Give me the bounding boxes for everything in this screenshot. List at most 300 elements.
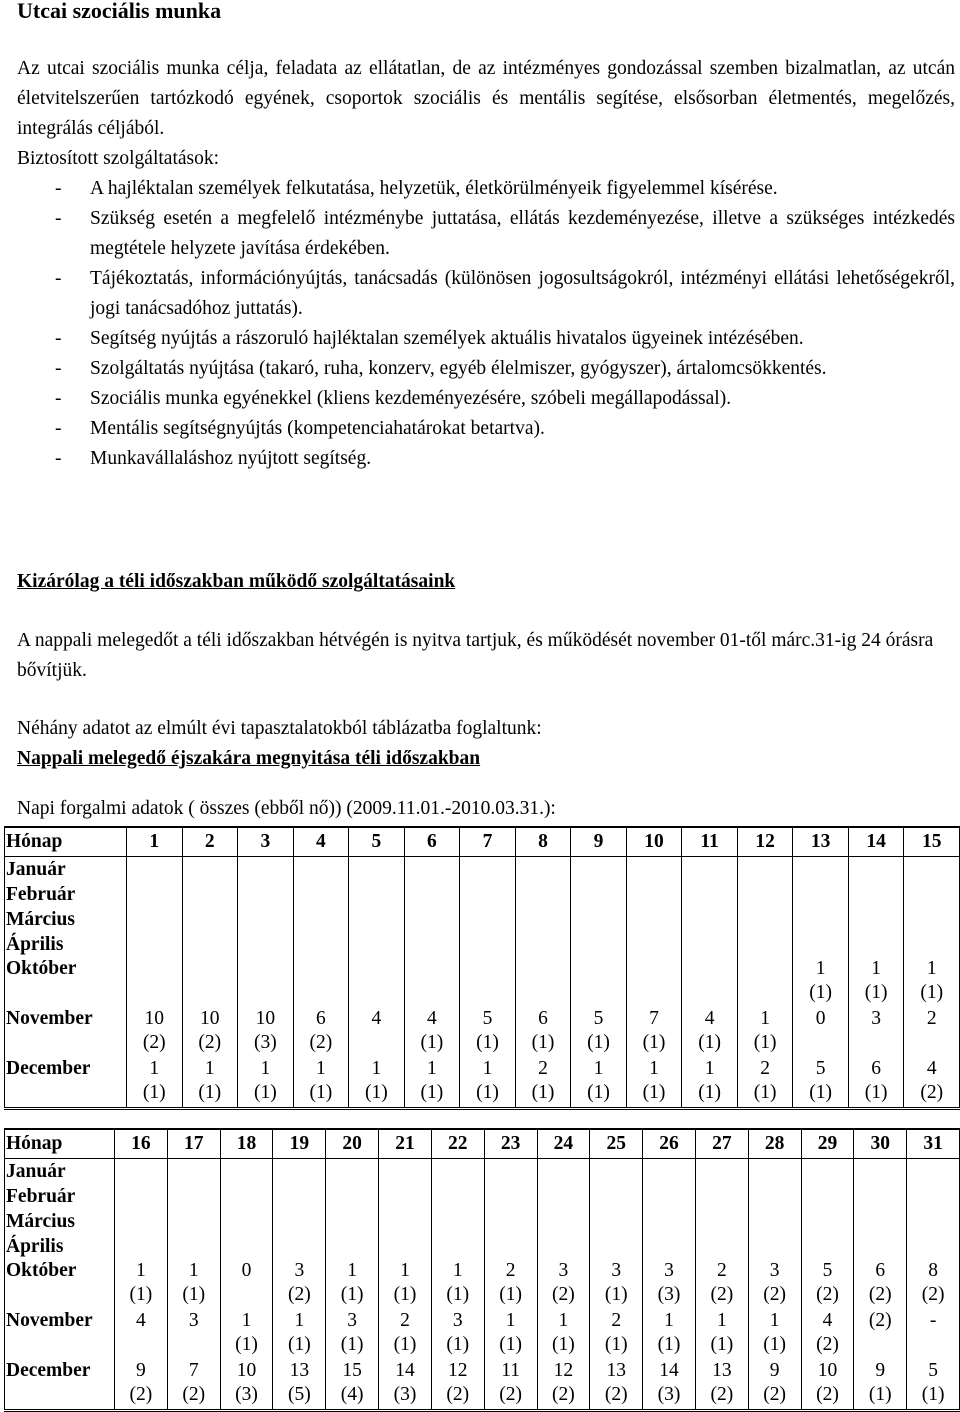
row-month: Február xyxy=(5,1184,115,1209)
table-cell xyxy=(167,1209,220,1234)
cell-women: (2) xyxy=(446,1384,470,1405)
data-title: Nappali melegedő éjszakára megnyitása téli időszakban xyxy=(17,748,481,769)
cell-total: 1 xyxy=(204,1058,215,1079)
service-item xyxy=(17,204,955,264)
table-cell xyxy=(801,1159,854,1185)
winter-heading: Kizárólag a téli időszakban működő szolgáltatásaink xyxy=(17,571,456,592)
cell-women: (1) xyxy=(340,1284,364,1305)
cell-total: 1 xyxy=(760,1008,770,1029)
table-cell xyxy=(515,907,571,932)
table-cell xyxy=(326,1259,379,1309)
cell-women: (1) xyxy=(129,1284,153,1305)
bullet-dash: - xyxy=(55,358,62,379)
cell-total: 2 xyxy=(926,1008,937,1029)
table-cell xyxy=(907,1159,960,1185)
table-cell xyxy=(167,1159,220,1185)
table-row xyxy=(5,1184,960,1209)
table-cell xyxy=(293,1007,349,1057)
cell-total: 1 xyxy=(664,1310,674,1331)
table-cell xyxy=(590,1259,643,1309)
table-cell xyxy=(220,1234,273,1259)
table-cell xyxy=(907,1209,960,1234)
row-month: Március xyxy=(5,907,127,932)
service-item xyxy=(17,444,955,474)
table-cell xyxy=(349,932,405,957)
row-month: Április xyxy=(5,1234,115,1259)
header-day: 22 xyxy=(431,1129,484,1159)
table-cell xyxy=(127,882,183,907)
cell-women: (3) xyxy=(657,1284,681,1305)
cell-total: 1 xyxy=(260,1058,271,1079)
header-day: 5 xyxy=(349,827,405,857)
table-cell xyxy=(643,1234,696,1259)
table-cell xyxy=(326,1309,379,1359)
cell-women: (1) xyxy=(365,1082,388,1103)
table-cell xyxy=(460,957,516,1007)
header-day: 19 xyxy=(273,1129,326,1159)
cell-total: 1 xyxy=(593,1058,604,1079)
table-cell xyxy=(848,957,904,1007)
table-row xyxy=(5,1057,960,1109)
table-cell xyxy=(431,1309,484,1359)
row-month: Október xyxy=(5,957,127,1007)
cell-women: (1) xyxy=(198,1082,222,1103)
header-day: 28 xyxy=(748,1129,801,1159)
table-cell xyxy=(571,1007,627,1057)
cell-women: (1) xyxy=(604,1284,628,1305)
table-cell xyxy=(626,907,682,932)
cell-total: 1 xyxy=(400,1260,410,1281)
winter-paragraph: A nappali melegedőt a téli időszakban hétvégén is nyitva tartjuk, és működését november 01-től márc.31-ig 24 órásra bővítjük. xyxy=(17,630,934,681)
table-cell xyxy=(695,1184,748,1209)
table-cell xyxy=(537,1259,590,1309)
cell-total: 1 xyxy=(649,1058,659,1079)
table-cell xyxy=(748,1184,801,1209)
bullet-dash: - xyxy=(55,178,62,199)
table-cell xyxy=(907,1259,960,1309)
table-cell xyxy=(431,1359,484,1411)
table-cell xyxy=(854,1159,907,1185)
table-cell xyxy=(801,1259,854,1309)
table-cell xyxy=(801,1309,854,1359)
cell-total: 10 xyxy=(817,1360,838,1381)
cell-women: (2) xyxy=(499,1384,522,1405)
cell-total: 4 xyxy=(926,1058,937,1079)
service-text: Mentális segítségnyújtás (kompetenciahatárokat betartva). xyxy=(90,418,545,439)
cell-total: 3 xyxy=(452,1310,463,1331)
table-cell xyxy=(590,1159,643,1185)
table-cell xyxy=(643,1309,696,1359)
table-cell xyxy=(404,882,460,907)
table-cell xyxy=(907,1184,960,1209)
cell-women: (1) xyxy=(698,1082,721,1103)
table-cell xyxy=(220,1309,273,1359)
cell-women: (2) xyxy=(552,1284,575,1305)
table-row xyxy=(5,932,960,957)
table-cell xyxy=(748,1159,801,1185)
table-cell xyxy=(167,1359,220,1411)
table-cell xyxy=(460,932,516,957)
table-cell xyxy=(127,957,183,1007)
table-cell xyxy=(238,957,294,1007)
table-cell xyxy=(571,907,627,932)
table-cell xyxy=(537,1159,590,1185)
table-cell xyxy=(907,1234,960,1259)
cell-total: 1 xyxy=(558,1310,569,1331)
cell-total: 3 xyxy=(664,1260,674,1281)
table-cell xyxy=(682,907,738,932)
table-cell xyxy=(404,857,460,883)
cell-women: (1) xyxy=(753,1082,777,1103)
table-cell xyxy=(460,907,516,932)
header-day: 17 xyxy=(167,1129,220,1159)
table-cell xyxy=(349,957,405,1007)
bullet-dash: - xyxy=(55,268,62,289)
cell-total: 9 xyxy=(875,1360,886,1381)
cell-women: (1) xyxy=(868,1384,892,1405)
table-cell xyxy=(907,1309,960,1359)
service-item xyxy=(17,384,955,414)
table-cell xyxy=(484,1359,537,1411)
table-cell xyxy=(273,1259,326,1309)
table-cell xyxy=(748,1209,801,1234)
table-cell xyxy=(460,1057,516,1109)
data-intro: Néhány adatot az elmúlt évi tapasztalatokból táblázatba foglaltunk: xyxy=(17,718,542,739)
header-month-label: Hónap xyxy=(5,1129,115,1159)
header-day: 10 xyxy=(626,827,682,857)
table-cell xyxy=(682,857,738,883)
cell-women: (2) xyxy=(710,1284,734,1305)
cell-total: 2 xyxy=(400,1310,410,1331)
cell-women: (1) xyxy=(393,1334,417,1355)
table-row xyxy=(5,1007,960,1057)
table-cell xyxy=(626,1057,682,1109)
table-cell xyxy=(848,1007,904,1057)
cell-total: 3 xyxy=(611,1260,622,1281)
table-cell xyxy=(737,1057,793,1109)
table-cell xyxy=(626,882,682,907)
service-text: Szolgáltatás nyújtása (takaró, ruha, konzerv, egyéb élelmiszer, gyógyszer), ártalomcsökkentés. xyxy=(90,358,827,379)
cell-total: 2 xyxy=(716,1260,727,1281)
bullet-dash: - xyxy=(55,448,62,469)
cell-women: (2) xyxy=(309,1032,333,1053)
cell-women: (1) xyxy=(420,1032,444,1053)
cell-women: (1) xyxy=(253,1082,277,1103)
table-cell xyxy=(748,1309,801,1359)
table-cell xyxy=(793,957,849,1007)
cell-total: 5 xyxy=(482,1008,493,1029)
cell-women: (2) xyxy=(129,1384,153,1405)
table-cell xyxy=(182,1057,238,1109)
header-day: 8 xyxy=(515,827,571,857)
cell-women: (2) xyxy=(182,1384,206,1405)
cell-total: 1 xyxy=(482,1058,493,1079)
service-item xyxy=(17,264,955,324)
table-row xyxy=(5,1309,960,1359)
cell-women: (1) xyxy=(235,1334,258,1355)
cell-women: (1) xyxy=(499,1334,522,1355)
table-row xyxy=(5,1259,960,1309)
cell-total: 3 xyxy=(347,1310,358,1331)
row-month: Október xyxy=(5,1259,115,1309)
table-cell xyxy=(737,882,793,907)
header-day: 13 xyxy=(793,827,849,857)
table-cell xyxy=(571,932,627,957)
cell-total: 1 xyxy=(716,1310,727,1331)
table-cell xyxy=(404,907,460,932)
table-cell xyxy=(182,1007,238,1057)
table-cell xyxy=(904,957,960,1007)
table-cell xyxy=(682,957,738,1007)
service-text: Szociális munka egyénekkel (kliens kezdeményezésére, szóbeli megállapodással). xyxy=(90,388,732,409)
table-cell xyxy=(682,1057,738,1109)
table-cell xyxy=(515,857,571,883)
cell-total: 5 xyxy=(815,1058,826,1079)
cell-total: 12 xyxy=(448,1360,468,1381)
table-cell xyxy=(626,857,682,883)
cell-women: (1) xyxy=(552,1334,575,1355)
cell-total: 10 xyxy=(200,1008,220,1029)
service-text: Tájékoztatás, információnyújtás, tanácsadás (különösen jogosultságokról, intézményi ellátási lehetőségekről, jogi tanácsadóhoz juttatás). xyxy=(90,268,955,319)
cell-total: 13 xyxy=(289,1360,310,1381)
table-cell xyxy=(379,1234,432,1259)
cell-total: 0 xyxy=(815,1008,826,1029)
table-cell xyxy=(484,1209,537,1234)
cell-women: (1) xyxy=(420,1082,444,1103)
header-day: 15 xyxy=(904,827,960,857)
table-cell xyxy=(854,1309,907,1359)
cell-women: (1) xyxy=(763,1334,787,1355)
cell-total: 4 xyxy=(136,1310,146,1331)
table-cell xyxy=(220,1209,273,1234)
table-cell xyxy=(854,1184,907,1209)
header-day: 31 xyxy=(907,1129,960,1159)
table-caption: Napi forgalmi adatok ( összes (ebből nő)) (2009.11.01.-2010.03.31.): xyxy=(17,798,556,819)
row-month: December xyxy=(5,1057,127,1109)
cell-women: (2) xyxy=(920,1082,944,1103)
table-cell xyxy=(326,1184,379,1209)
cell-total: 1 xyxy=(704,1058,715,1079)
cell-women: (1) xyxy=(864,982,888,1003)
cell-women: (1) xyxy=(182,1284,206,1305)
cell-women: (2) xyxy=(198,1032,222,1053)
table-cell xyxy=(349,882,405,907)
cell-women: (2) xyxy=(287,1284,311,1305)
cell-women: (2) xyxy=(763,1384,787,1405)
services-list xyxy=(17,174,955,474)
cell-total: - xyxy=(929,1310,937,1331)
cell-total: 1 xyxy=(347,1260,358,1281)
cell-total: 1 xyxy=(315,1058,326,1079)
table-cell xyxy=(854,1259,907,1309)
cell-women: (2) xyxy=(921,1284,945,1305)
cell-women: (1) xyxy=(809,1082,833,1103)
table-cell xyxy=(404,957,460,1007)
cell-women: (1) xyxy=(920,982,944,1003)
cell-women: (2) xyxy=(710,1384,734,1405)
cell-total: 3 xyxy=(294,1260,305,1281)
table-cell xyxy=(537,1184,590,1209)
cell-total: (2) xyxy=(868,1310,892,1331)
table-cell xyxy=(515,957,571,1007)
table-cell xyxy=(273,1209,326,1234)
table-row xyxy=(5,857,960,883)
table-cell xyxy=(431,1259,484,1309)
table-cell xyxy=(182,882,238,907)
cell-total: 11 xyxy=(501,1360,520,1381)
table-cell xyxy=(293,1057,349,1109)
cell-total: 0 xyxy=(241,1260,252,1281)
row-month: November xyxy=(5,1007,127,1057)
cell-women: (1) xyxy=(531,1032,555,1053)
table-cell xyxy=(115,1309,168,1359)
table-cell xyxy=(537,1234,590,1259)
cell-women: (3) xyxy=(393,1384,417,1405)
cell-total: 1 xyxy=(769,1310,780,1331)
cell-total: 1 xyxy=(241,1310,252,1331)
services-heading: Biztosított szolgáltatások: xyxy=(17,148,220,169)
cell-women: (1) xyxy=(642,1082,666,1103)
cell-total: 10 xyxy=(255,1008,276,1029)
cell-total: 7 xyxy=(649,1008,659,1029)
table-cell xyxy=(379,1209,432,1234)
row-month: December xyxy=(5,1359,115,1411)
table-cell xyxy=(326,1234,379,1259)
cell-total: 2 xyxy=(505,1260,516,1281)
table-cell xyxy=(326,1359,379,1411)
cell-women: (1) xyxy=(657,1334,681,1355)
header-day: 1 xyxy=(127,827,183,857)
table-cell xyxy=(273,1184,326,1209)
cell-women: (2) xyxy=(604,1384,628,1405)
cell-women: (1) xyxy=(753,1032,777,1053)
cell-women: (1) xyxy=(587,1082,610,1103)
cell-women: (2) xyxy=(816,1334,839,1355)
table-cell xyxy=(590,1309,643,1359)
table-cell xyxy=(379,1184,432,1209)
cell-total: 6 xyxy=(538,1008,548,1029)
table-cell xyxy=(115,1259,168,1309)
cell-total: 9 xyxy=(136,1360,146,1381)
header-day: 3 xyxy=(238,827,294,857)
row-month: Január xyxy=(5,1159,115,1185)
service-item xyxy=(17,324,955,354)
row-month: Március xyxy=(5,1209,115,1234)
table-cell xyxy=(571,882,627,907)
header-month-label: Hónap xyxy=(5,827,127,857)
cell-women: (1) xyxy=(642,1032,666,1053)
cell-total: 1 xyxy=(371,1058,382,1079)
table-cell xyxy=(737,1007,793,1057)
table-cell xyxy=(293,857,349,883)
table-cell xyxy=(571,957,627,1007)
cell-women: (1) xyxy=(340,1334,364,1355)
bullet-dash: - xyxy=(55,388,62,409)
cell-women: (1) xyxy=(476,1082,499,1103)
table-cell xyxy=(848,857,904,883)
header-day: 9 xyxy=(571,827,627,857)
cell-women: (1) xyxy=(531,1082,555,1103)
table-cell xyxy=(220,1259,273,1309)
header-day: 27 xyxy=(695,1129,748,1159)
cell-total: 5 xyxy=(593,1008,604,1029)
cell-total: 1 xyxy=(294,1310,305,1331)
cell-women: (3) xyxy=(253,1032,277,1053)
table-cell xyxy=(238,882,294,907)
cell-total: 3 xyxy=(871,1008,882,1029)
table-cell xyxy=(537,1309,590,1359)
table-cell xyxy=(349,1057,405,1109)
table-cell xyxy=(748,1359,801,1411)
data-intro-block xyxy=(17,714,542,774)
table-cell xyxy=(182,932,238,957)
table-cell xyxy=(904,932,960,957)
service-text: Segítség nyújtás a rászoruló hajléktalan személyek aktuális hivatalos ügyeinek intézésében. xyxy=(90,328,804,349)
table-cell xyxy=(537,1209,590,1234)
header-day: 16 xyxy=(115,1129,168,1159)
cell-total: 13 xyxy=(606,1360,626,1381)
row-month: Február xyxy=(5,882,127,907)
cell-women: (1) xyxy=(864,1082,888,1103)
table-cell xyxy=(349,907,405,932)
table-cell xyxy=(801,1234,854,1259)
cell-total: 4 xyxy=(427,1008,437,1029)
cell-women: (1) xyxy=(476,1032,499,1053)
cell-total: 8 xyxy=(928,1260,938,1281)
table-header-row xyxy=(5,1129,960,1159)
cell-total: 1 xyxy=(452,1260,463,1281)
table-cell xyxy=(220,1159,273,1185)
table-cell xyxy=(571,1057,627,1109)
bullet-dash: - xyxy=(55,328,62,349)
table-cell xyxy=(571,857,627,883)
cell-total: 4 xyxy=(704,1008,715,1029)
traffic-table-days-16-31 xyxy=(4,1128,960,1412)
table-cell xyxy=(115,1184,168,1209)
cell-total: 1 xyxy=(149,1058,160,1079)
cell-total: 5 xyxy=(822,1260,833,1281)
table-cell xyxy=(326,1209,379,1234)
table-row xyxy=(5,1234,960,1259)
cell-total: 2 xyxy=(760,1058,770,1079)
cell-women: (4) xyxy=(340,1384,364,1405)
table-cell xyxy=(484,1234,537,1259)
table-cell xyxy=(801,1359,854,1411)
table-cell xyxy=(904,1007,960,1057)
service-item xyxy=(17,354,955,384)
table-cell xyxy=(484,1159,537,1185)
table-cell xyxy=(590,1209,643,1234)
service-item xyxy=(17,414,955,444)
cell-total: 3 xyxy=(188,1310,199,1331)
table-cell xyxy=(748,1259,801,1309)
table-cell xyxy=(326,1159,379,1185)
table-cell xyxy=(293,907,349,932)
table-cell xyxy=(349,857,405,883)
table-cell xyxy=(801,1209,854,1234)
cell-women: (1) xyxy=(921,1384,945,1405)
cell-total: 6 xyxy=(315,1008,326,1029)
cell-women: (1) xyxy=(287,1334,311,1355)
table-cell xyxy=(404,1057,460,1109)
table-cell xyxy=(484,1184,537,1209)
cell-total: 1 xyxy=(815,958,826,979)
table-cell xyxy=(737,932,793,957)
table-cell xyxy=(238,857,294,883)
table-cell xyxy=(115,1159,168,1185)
table-cell xyxy=(695,1209,748,1234)
cell-women: (2) xyxy=(868,1284,892,1305)
